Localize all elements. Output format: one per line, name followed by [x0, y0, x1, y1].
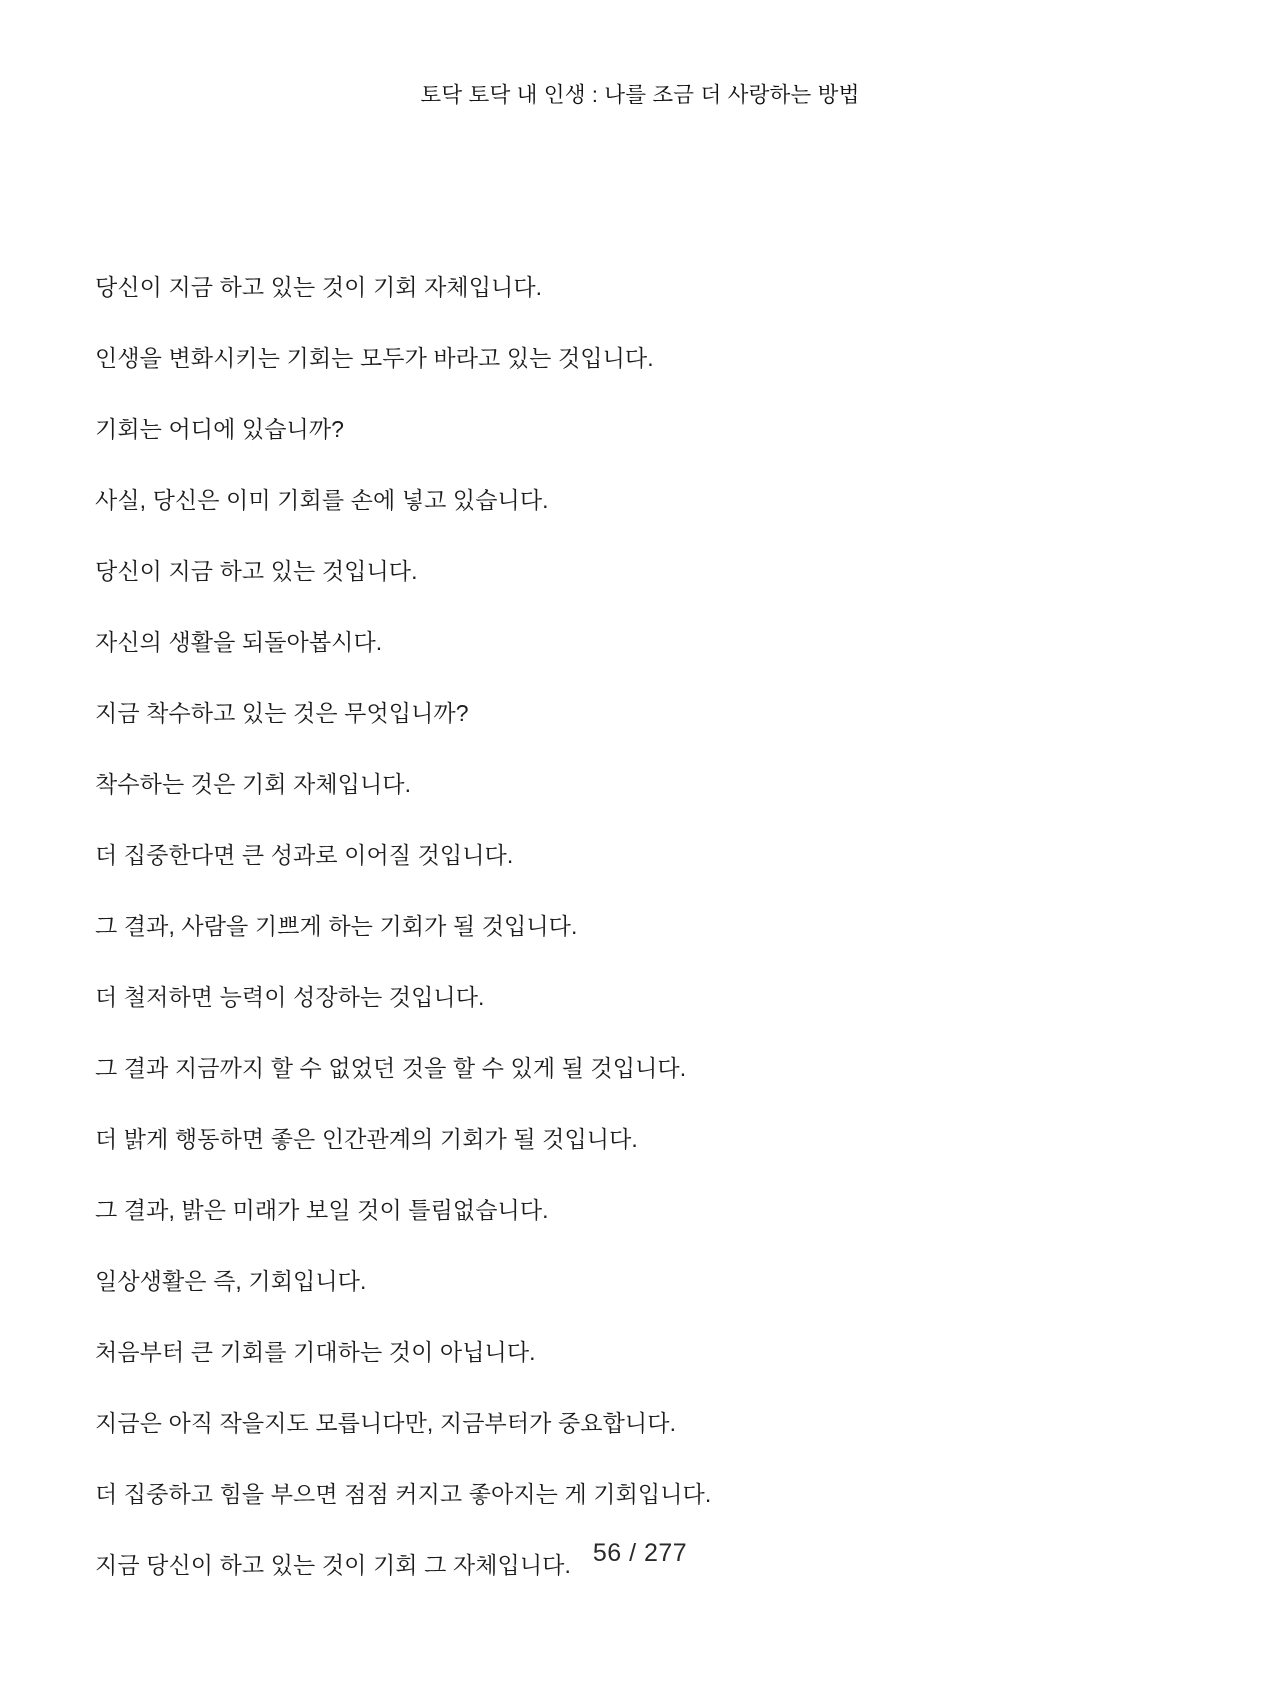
page-indicator: 56 / 277 [592, 1539, 688, 1567]
body-line: 더 집중한다면 큰 성과로 이어질 것입니다. [95, 842, 514, 868]
body-line: 더 집중하고 힘을 부으면 점점 커지고 좋아지는 게 기회입니다. [95, 1481, 712, 1507]
body-line: 그 결과, 밝은 미래가 보일 것이 틀림없습니다. [95, 1197, 549, 1223]
body-line: 처음부터 큰 기회를 기대하는 것이 아닙니다. [95, 1339, 536, 1365]
body-line: 지금은 아직 작을지도 모릅니다만, 지금부터가 중요합니다. [95, 1410, 677, 1436]
body-text-block [95, 240, 1185, 1612]
body-line: 지금 착수하고 있는 것은 무엇입니까? [95, 700, 469, 726]
body-line: 그 결과 지금까지 할 수 없었던 것을 할 수 있게 될 것입니다. [95, 1055, 687, 1081]
running-head-title: 토닥 토닥 내 인생 : 나를 조금 더 사랑하는 방법 [420, 83, 860, 107]
body-line: 인생을 변화시키는 기회는 모두가 바라고 있는 것입니다. [95, 345, 654, 371]
body-line: 사실, 당신은 이미 기회를 손에 넣고 있습니다. [95, 487, 549, 513]
body-line: 일상생활은 즉, 기회입니다. [95, 1268, 367, 1294]
body-line: 자신의 생활을 되돌아봅시다. [95, 629, 383, 655]
body-line: 지금 당신이 하고 있는 것이 기회 그 자체입니다. [95, 1552, 571, 1578]
body-line: 더 철저하면 능력이 성장하는 것입니다. [95, 984, 485, 1010]
body-line: 그 결과, 사람을 기쁘게 하는 기회가 될 것입니다. [95, 913, 578, 939]
body-line: 당신이 지금 하고 있는 것입니다. [95, 558, 418, 584]
body-line: 당신이 지금 하고 있는 것이 기회 자체입니다. [95, 274, 543, 300]
body-line: 착수하는 것은 기회 자체입니다. [95, 771, 412, 797]
body-line: 더 밝게 행동하면 좋은 인간관계의 기회가 될 것입니다. [95, 1126, 638, 1152]
body-line: 기회는 어디에 있습니까? [95, 416, 345, 442]
